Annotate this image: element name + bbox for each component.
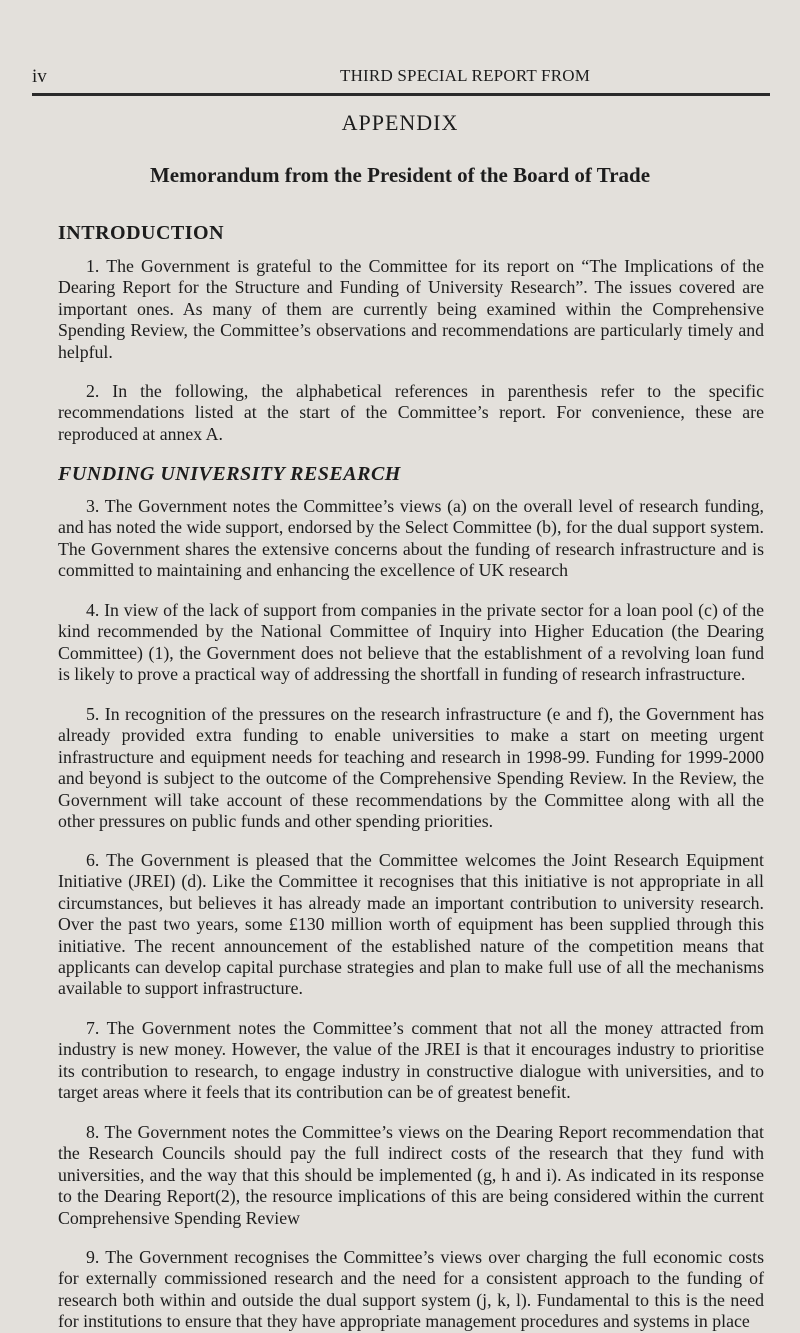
running-header — [0, 66, 800, 88]
paragraph-text: 8. The Government notes the Committee’s views on the Dearing Report recommendation that the Research Councils should pay the full indirect costs of the research that they fund with universities, and the way that this should be implemented (g, h and i). As indicated in its response to the Dearing Report(2), the resource implications of this are being considered within the current Comprehensive Spending Review — [58, 1122, 764, 1228]
appendix-title: APPENDIX — [341, 110, 459, 135]
paragraph-text: 1. The Government is grateful to the Committee for its report on “The Implications of the Dearing Report for the Structure and Funding of University Research”. The issues covered are important ones. As many of them are currently being examined within the Comprehensive Spending Review, the Committee’s observations and recommendations are particularly timely and helpful. — [58, 256, 764, 362]
paragraph-8 — [58, 1122, 764, 1229]
section-heading-introduction: INTRODUCTION — [58, 222, 225, 244]
running-title: THIRD SPECIAL REPORT FROM — [340, 66, 591, 85]
page-number: iv — [32, 66, 47, 87]
paragraph-7 — [58, 1018, 764, 1104]
paragraph-text: 2. In the following, the alphabetical references in parenthesis refer to the specific recommendations listed at the start of the Committee’s report. For convenience, these are reproduced at annex A. — [58, 381, 764, 444]
paragraph-6 — [58, 850, 764, 1000]
section-heading-funding: FUNDING UNIVERSITY RESEARCH — [58, 463, 401, 485]
paragraph-text: 9. The Government recognises the Committee’s views over charging the full economic costs for externally commissioned research and the need for a consistent approach to the funding of research both within and outside the dual support system (j, k, l). Fundamental to this is the need for institutions to ensure that they have appropriate management procedures and systems in place — [58, 1247, 764, 1332]
paragraph-1 — [58, 256, 764, 363]
paragraph-text: 4. In view of the lack of support from companies in the private sector for a loan pool (c) of the kind recommended by the National Committee of Inquiry into Higher Education (the Dearing Committee) (1), the Government does not believe that the establishment of a revolving loan fund is likely to prove a practical way of addressing the shortfall in funding of research infrastructure. — [58, 600, 764, 685]
memo-title: Memorandum from the President of the Board of Trade — [149, 163, 651, 187]
paragraph-text: 5. In recognition of the pressures on the research infrastructure (e and f), the Government has already provided extra funding to enable universities to make a start on meeting urgent infrastructure and equipment needs for teaching and research in 1998-99. Funding for 1999-2000 and beyond is subject to the outcome of the Comprehensive Spending Review. In the Review, the Government will take account of these recommendations by the Committee along with all the other pressures on public funds and other spending priorities. — [58, 704, 764, 832]
paragraph-text: 3. The Government notes the Committee’s views (a) on the overall level of research funding, and has noted the wide support, endorsed by the Select Committee (b), for the dual support system. The Government shares the extensive concerns about the funding of research infrastructure and is committed to maintaining and enhancing the excellence of UK research — [58, 496, 764, 581]
paragraph-3 — [58, 496, 764, 582]
paragraph-5 — [58, 704, 764, 832]
paragraph-text: 6. The Government is pleased that the Committee welcomes the Joint Research Equipment Initiative (JREI) (d). Like the Committee it recognises that this initiative is not appropriate in all circumstances, but believes it has already made an important contribution to university research. Over the past two years, some £130 million worth of equipment has been supplied through this initiative. The recent announcement of the established nature of the competition means that applicants can develop capital purchase strategies and plan to make full use of all the mechanisms available to support infrastructure. — [58, 850, 764, 999]
paragraph-4 — [58, 600, 764, 686]
paragraph-text: 7. The Government notes the Committee’s comment that not all the money attracted from industry is new money. However, the value of the JREI is that it encourages industry to prioritise its contribution to research, to engage industry in constructive dialogue with universities, and to target areas where it feels that its contribution can be of greatest benefit. — [58, 1018, 764, 1103]
paragraph-2 — [58, 381, 764, 445]
header-rule — [32, 93, 770, 96]
paragraph-9 — [58, 1247, 764, 1333]
